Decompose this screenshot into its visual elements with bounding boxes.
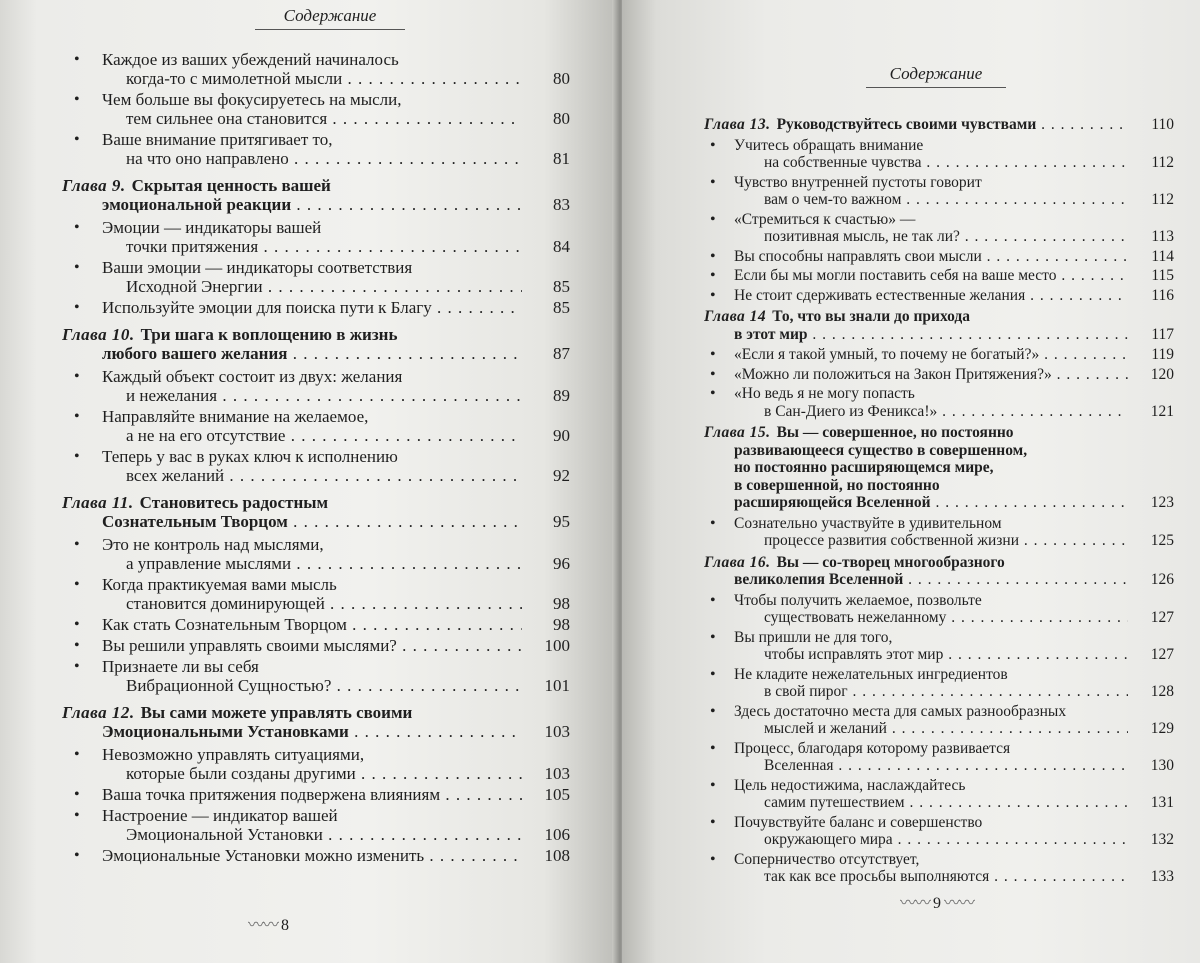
page-ref: 131 (1150, 794, 1174, 811)
entry-text: Почувствуйте баланс и совершенство (734, 813, 983, 831)
entry-title-line (734, 532, 1128, 550)
chapter-title-line: Вы сами можете управлять своими (140, 703, 413, 722)
entry-title-line (734, 191, 1128, 209)
entry-text: существовать нежеланному (764, 609, 947, 626)
entry-title-line (102, 825, 522, 844)
chapter-title-line: великолепия Вселенной (734, 571, 904, 588)
page-ref: 101 (544, 676, 570, 695)
entry-text: Когда практикуемая вами мысль (102, 575, 337, 594)
entry-text: окружающего мира (764, 831, 893, 848)
bullet-icon: • (710, 702, 716, 720)
toc-entry (704, 248, 1174, 266)
chapter-label: Глава 15. (704, 424, 771, 441)
page-ref: 103 (544, 764, 570, 783)
entry-title-line (102, 615, 522, 634)
toc-entry (62, 846, 582, 865)
entry-title-line (102, 277, 522, 296)
toc-chapter (62, 493, 582, 531)
chapter-label: Глава 9. (62, 176, 126, 195)
entry-text: которые были созданы другими (126, 764, 356, 783)
toc-entry (704, 385, 1174, 420)
entry-title-line (102, 298, 522, 317)
entry-title-line (102, 785, 522, 804)
bullet-icon: • (74, 259, 80, 276)
ornament-icon: 〰〰 (248, 917, 282, 934)
chapter-title-line: Руководствуйтесь своими чувствами (776, 116, 1037, 133)
page-ref: 121 (1150, 402, 1174, 420)
bullet-icon: • (710, 628, 716, 646)
entry-title-line (102, 237, 522, 256)
entry-text: в Сан-Диего из Феникса!» (764, 402, 938, 420)
entry-title-line (102, 426, 522, 445)
entry-title-line (734, 403, 1128, 421)
toc-entry (704, 287, 1174, 305)
bullet-icon: • (74, 219, 80, 236)
chapter-title-line: Вы — со-творец многообразного (776, 553, 1005, 571)
bullet-icon: • (74, 746, 80, 763)
entry-title-line (102, 657, 522, 676)
toc-entry (62, 447, 582, 485)
entry-text: тем сильнее она становится (126, 109, 328, 128)
bullet-icon: • (74, 299, 80, 316)
entry-title-line (734, 703, 1128, 721)
chapter-title-line: любого вашего желания (102, 344, 288, 363)
chapter-label: Глава 11. (62, 493, 134, 512)
toc-entry (704, 814, 1174, 849)
toc-chapter (62, 325, 582, 363)
entry-title-line (734, 515, 1128, 533)
entry-title-line (734, 609, 1128, 627)
entry-title-line (102, 218, 522, 237)
page-number: 〰〰 8 (248, 917, 290, 934)
toc-entry (704, 666, 1174, 701)
entry-text: на что оно направлено (126, 149, 289, 168)
entry-title-line (734, 346, 1128, 364)
page-ref: 85 (553, 298, 570, 317)
entry-text: Ваша точка притяжения подвержена влияниям (102, 785, 441, 804)
bullet-icon: • (710, 514, 716, 532)
toc-chapter (704, 424, 1174, 512)
entry-text: точки притяжения (126, 237, 259, 256)
entry-title-line (102, 575, 522, 594)
entry-text: Направляйте внимание на желаемое, (102, 407, 369, 426)
entry-title-line (102, 764, 522, 783)
entry-text: вам о чем-то важном (764, 191, 902, 208)
page-ref: 128 (1150, 683, 1174, 700)
entry-text: Каждый объект состоит из двух: желания (102, 367, 403, 386)
entry-title-line (102, 535, 522, 554)
page-ref: 120 (1150, 365, 1174, 383)
entry-title-line (102, 676, 522, 695)
entry-title-line (102, 806, 522, 825)
entry-text: Учитесь обращать внимание (734, 136, 924, 154)
bullet-icon: • (74, 51, 80, 68)
entry-text: Сознательно участвуйте в удивительном (734, 514, 1002, 532)
page-ref: 123 (1150, 494, 1174, 511)
chapter-title-line: эмоциональной реакции (102, 195, 292, 214)
bullet-icon: • (74, 131, 80, 148)
entry-title-line (734, 267, 1128, 285)
entry-text: Исходной Энергии (126, 277, 263, 296)
chapter-label: Глава 13. (704, 116, 771, 133)
page-ref: 96 (553, 554, 570, 573)
toc-entry (704, 592, 1174, 627)
bullet-icon: • (710, 365, 716, 383)
entry-title-line (734, 720, 1128, 738)
chapter-label: Глава 10. (62, 325, 135, 344)
entry-text: «Стремиться к счастью» — (734, 210, 916, 228)
entry-title-line (102, 636, 522, 655)
toc-entry (62, 130, 582, 168)
entry-title-line (734, 757, 1128, 775)
chapter-title-line: в этот мир (734, 325, 808, 343)
toc-entry (62, 535, 582, 573)
entry-title-line (102, 149, 522, 168)
entry-text: процессе развития собственной жизни (764, 532, 1020, 549)
toc-entry (704, 137, 1174, 172)
entry-title-line (102, 109, 522, 128)
toc-entry (62, 806, 582, 844)
page-ref: 127 (1150, 646, 1174, 663)
chapter-label: Глава 14 (704, 308, 767, 325)
running-head: Содержание (255, 6, 405, 30)
toc-entry (704, 267, 1174, 285)
page-ref: 98 (553, 594, 570, 613)
entry-title-line (102, 745, 522, 764)
entry-text: чтобы исправлять этот мир (764, 646, 944, 663)
entry-title-line (102, 407, 522, 426)
toc-entry (62, 90, 582, 128)
page-ref: 80 (553, 69, 570, 88)
entry-title-line (102, 130, 522, 149)
toc-entry (704, 211, 1174, 246)
entry-title-line (102, 90, 522, 109)
page-ref: 132 (1150, 831, 1174, 848)
entry-title-line (734, 814, 1128, 832)
entry-text: Вы способны направлять свои мысли (734, 247, 982, 265)
entry-text: Чтобы получить желаемое, позвольте (734, 591, 982, 609)
entry-title-line (734, 211, 1128, 229)
entry-text: Не стоит сдерживать естественные желания (734, 286, 1026, 304)
page-ref: 119 (1151, 346, 1174, 363)
chapter-title-line: Сознательным Творцом (102, 512, 288, 531)
bullet-icon: • (710, 286, 716, 304)
entry-title-line (102, 466, 522, 485)
page-ref: 87 (553, 344, 570, 363)
page-ref: 105 (544, 785, 570, 804)
toc-entry (704, 703, 1174, 738)
entry-text: Ваши эмоции — индикаторы соответствия (102, 258, 413, 277)
entry-text: Каждое из ваших убеждений начиналось (102, 50, 399, 69)
entry-text: а управление мыслями (126, 554, 292, 573)
page-ref: 98 (553, 615, 570, 634)
entry-title-line (734, 228, 1128, 246)
entry-title-line (734, 851, 1128, 869)
entry-title-line (734, 385, 1128, 403)
entry-title-line (102, 258, 522, 277)
entry-text: Ваше внимание притягивает то, (102, 130, 333, 149)
entry-text: Здесь достаточно места для самых разнообразных (734, 702, 1067, 720)
toc-entry (62, 615, 582, 634)
entry-text: Вселенная (764, 757, 834, 774)
chapter-label: Глава 12. (62, 703, 135, 722)
chapter-title-line: развивающееся существо в совершенном, (734, 441, 1028, 459)
toc-chapter (62, 703, 582, 741)
bullet-icon: • (74, 576, 80, 593)
entry-title-line (102, 386, 522, 405)
page-ref: 89 (553, 386, 570, 405)
bullet-icon: • (74, 847, 80, 864)
entry-title-line (102, 50, 522, 69)
bullet-icon: • (710, 591, 716, 609)
running-head: Содержание (866, 64, 1006, 88)
entry-title-line (102, 367, 522, 386)
toc-entry (704, 777, 1174, 812)
page-ref: 81 (553, 149, 570, 168)
page-ref: 116 (1151, 286, 1174, 304)
entry-title-line (102, 846, 522, 865)
page-number: 〰〰 9 〰〰 (900, 895, 975, 912)
chapter-title-line: Эмоциональными Установками (102, 722, 349, 741)
toc-entry (62, 298, 582, 317)
toc-entry (704, 851, 1174, 886)
chapter-title-line: То, что вы знали до прихода (772, 308, 971, 325)
entry-text: мыслей и желаний (764, 720, 887, 737)
toc-entry (704, 346, 1174, 364)
bullet-icon: • (74, 637, 80, 654)
page-ref: 80 (553, 109, 570, 128)
bullet-icon: • (74, 616, 80, 633)
page-ref: 106 (544, 825, 570, 844)
entry-title-line (102, 69, 522, 88)
toc-chapter (704, 308, 1174, 343)
entry-title-line (734, 592, 1128, 610)
page-ref: 126 (1150, 571, 1174, 588)
page-ref: 112 (1151, 191, 1174, 208)
entry-title-line (734, 366, 1128, 384)
bullet-icon: • (74, 807, 80, 824)
toc-entry (62, 218, 582, 256)
right-page (622, 0, 1200, 963)
entry-text: Чувство внутренней пустоты говорит (734, 173, 982, 191)
toc-chapter (62, 176, 582, 214)
bullet-icon: • (710, 136, 716, 154)
chapter-title-line: Скрытая ценность вашей (131, 176, 331, 195)
chapter-title-line: Три шага к воплощению в жизнь (140, 325, 398, 344)
entry-text: Как стать Сознательным Творцом (102, 615, 347, 634)
entry-text: так как все просьбы выполняются (764, 868, 990, 885)
entry-title-line (734, 777, 1128, 795)
entry-text: становится доминирующей (126, 594, 325, 613)
entry-text: когда-то с мимолетной мысли (126, 69, 343, 88)
toc-entry (62, 367, 582, 405)
chapter-title-line: Становитесь радостным (139, 493, 329, 512)
chapter-title-line: Вы — совершенное, но постоянно (776, 424, 1014, 441)
page-ref: 100 (544, 636, 570, 655)
page-ref: 110 (1151, 116, 1174, 133)
page-ref: 84 (553, 237, 570, 256)
bullet-icon: • (710, 247, 716, 265)
chapter-label: Глава 16. (704, 553, 771, 571)
bullet-icon: • (74, 448, 80, 465)
toc-entry (62, 657, 582, 695)
entry-title-line (102, 594, 522, 613)
entry-title-line (734, 287, 1128, 305)
entry-text: Эмоции — индикаторы вашей (102, 218, 322, 237)
entry-text: всех желаний (126, 466, 225, 485)
page-ref: 127 (1150, 609, 1174, 626)
bullet-icon: • (710, 850, 716, 868)
entry-title-line (734, 831, 1128, 849)
entry-text: Не кладите нежелательных ингредиентов (734, 665, 1008, 683)
page-ref: 125 (1150, 532, 1174, 549)
toc-entry (62, 745, 582, 783)
toc-list (62, 50, 582, 867)
ornament-icon: 〰〰 (941, 895, 975, 912)
page-ref: 117 (1151, 325, 1174, 343)
entry-text: в свой пирог (764, 683, 848, 700)
entry-text: Настроение — индикатор вашей (102, 806, 338, 825)
entry-title-line (102, 554, 522, 573)
page-ref: 95 (553, 512, 570, 531)
page-ref: 85 (553, 277, 570, 296)
entry-text: Используйте эмоции для поиска пути к Благу (102, 298, 432, 317)
entry-text: Эмоциональные Установки можно изменить (102, 846, 425, 865)
bullet-icon: • (74, 368, 80, 385)
page-ref: 114 (1151, 247, 1174, 265)
entry-text: «Можно ли положиться на Закон Притяжения?» (734, 365, 1052, 383)
entry-title-line (734, 248, 1128, 266)
page-ref: 83 (553, 195, 570, 214)
toc-entry (704, 515, 1174, 550)
entry-text: Эмоциональной Установки (126, 825, 323, 844)
toc-entry (62, 575, 582, 613)
bullet-icon: • (710, 813, 716, 831)
entry-title-line (102, 447, 522, 466)
chapter-title-line: но постоянно расширяющемся мире, (734, 459, 994, 476)
entry-text: Вы решили управлять своими мыслями? (102, 636, 397, 655)
bullet-icon: • (74, 91, 80, 108)
entry-text: Это не контроль над мыслями, (102, 535, 324, 554)
entry-title-line (734, 666, 1128, 684)
chapter-title-line: расширяющейся Вселенной (734, 494, 931, 511)
toc-entry (62, 785, 582, 804)
entry-title-line (734, 868, 1128, 886)
entry-text: Вы пришли не для того, (734, 628, 893, 646)
bullet-icon: • (710, 267, 716, 284)
chapter-title-line: в совершенной, но постоянно (734, 476, 940, 494)
page-ref: 129 (1150, 720, 1174, 737)
entry-text: Признаете ли вы себя (102, 657, 259, 676)
bullet-icon: • (74, 536, 80, 553)
bullet-icon: • (74, 408, 80, 425)
bullet-icon: • (710, 739, 716, 757)
entry-text: самим путешествием (764, 794, 905, 811)
page-ref: 92 (553, 466, 570, 485)
toc-entry (62, 50, 582, 88)
bullet-icon: • (710, 385, 716, 402)
bullet-icon: • (710, 173, 716, 191)
entry-text: Вибрационной Сущностью? (126, 676, 332, 695)
toc-entry (704, 629, 1174, 664)
page-ref: 113 (1151, 228, 1174, 245)
page-ref: 133 (1150, 868, 1174, 885)
entry-text: Теперь у вас в руках ключ к исполнению (102, 447, 398, 466)
bullet-icon: • (74, 658, 80, 675)
entry-text: Если бы мы могли поставить себя на ваше место (734, 267, 1057, 284)
entry-text: позитивная мысль, не так ли? (764, 228, 960, 245)
entry-text: Соперничество отсутствует, (734, 850, 920, 868)
toc-chapter (704, 554, 1174, 589)
page-ref: 130 (1150, 757, 1174, 774)
toc-entry (704, 366, 1174, 384)
page-ref: 90 (553, 426, 570, 445)
entry-text: Процесс, благодаря которому развивается (734, 739, 1011, 757)
entry-title-line (734, 154, 1128, 172)
bullet-icon: • (710, 346, 716, 363)
toc-entry (62, 636, 582, 655)
entry-title-line (734, 740, 1128, 758)
page-ref: 108 (544, 846, 570, 865)
entry-text: а не на его отсутствие (126, 426, 286, 445)
page-ref: 115 (1151, 267, 1174, 284)
entry-text: и нежелания (126, 386, 218, 405)
ornament-icon: 〰〰 (900, 895, 934, 912)
entry-text: Чем больше вы фокусируетесь на мысли, (102, 90, 402, 109)
entry-text: Невозможно управлять ситуациями, (102, 745, 365, 764)
entry-title-line (734, 137, 1128, 155)
bullet-icon: • (74, 786, 80, 803)
toc-entry (704, 174, 1174, 209)
bullet-icon: • (710, 210, 716, 228)
bullet-icon: • (710, 665, 716, 683)
toc-entry (704, 740, 1174, 775)
entry-text: Цель недостижима, наслаждайтесь (734, 776, 966, 794)
entry-title-line (734, 629, 1128, 647)
entry-text: на собственные чувства (764, 154, 922, 171)
entry-text: «Но ведь я не могу попасть (734, 385, 915, 402)
entry-title-line (734, 683, 1128, 701)
entry-title-line (734, 794, 1128, 812)
toc-entry (62, 258, 582, 296)
toc-entry (62, 407, 582, 445)
toc-list (704, 112, 1174, 888)
page-ref: 103 (544, 722, 570, 741)
page-ref: 112 (1151, 154, 1174, 171)
entry-title-line (734, 174, 1128, 192)
toc-chapter (704, 116, 1174, 134)
entry-text: «Если я такой умный, то почему не богатый?» (734, 346, 1040, 363)
entry-title-line (734, 646, 1128, 664)
bullet-icon: • (710, 776, 716, 794)
